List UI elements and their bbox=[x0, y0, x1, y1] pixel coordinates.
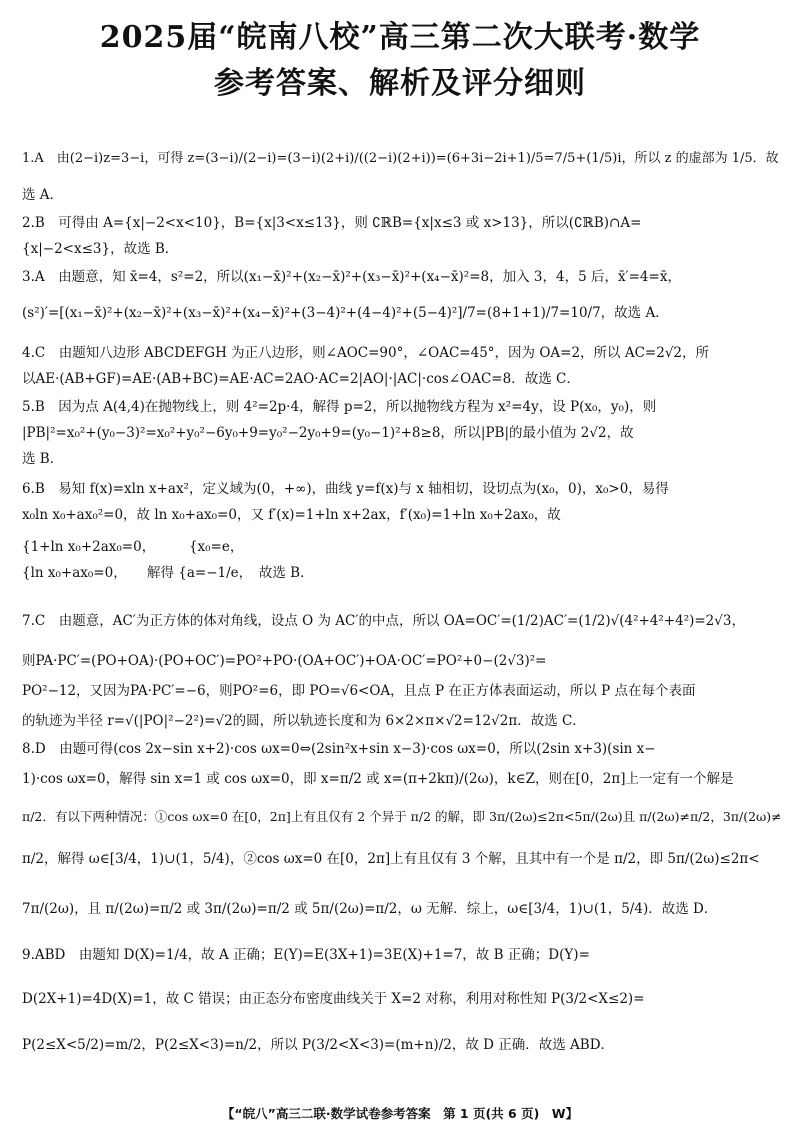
solution-line: 4.C 由题知八边形 ABCDEFGH 为正八边形，则∠AOC=90°，∠OAC=45°，因为 OA=2，所以 AC=2√2，所 bbox=[22, 345, 710, 361]
solution-line: 5.B 因为点 A(4,4)在抛物线上，则 4²=2p·4，解得 p=2，所以抛物线方程为 x²=4y，设 P(x₀，y₀)，则 bbox=[22, 399, 657, 415]
solution-line: 以AE·(AB+GF)=AE·(AB+BC)=AE·AC=2AO·AC=2|AO|·|AC|·cos∠OAC=8．故选 C． bbox=[22, 371, 580, 387]
solution-line: π/2，解得 ω∈[3/4，1)∪(1，5/4)，②cos ωx=0 在[0，2π]上有且仅有 3 个解，且其中有一个是 π/2，即 5π/(2ω)≤2π< bbox=[22, 851, 760, 867]
solution-line: {x|−2<x≤3}，故选 B． bbox=[22, 241, 179, 257]
solution-line: D(2X+1)=4D(X)=1，故 C 错误；由正态分布密度曲线关于 X=2 对称，利用对称性知 P(3/2<X≤2)= bbox=[22, 991, 645, 1007]
solution-line: |PB|²=x₀²+(y₀−3)²=x₀²+y₀²−6y₀+9=y₀²−2y₀+9=(y₀−1)²+8≥8，所以|PB|的最小值为 2√2，故 bbox=[22, 425, 634, 441]
solution-line: 1)·cos ωx=0，解得 sin x=1 或 cos ωx=0，即 x=π/2 或 x=(π+2kπ)/(2ω)，k∈Z，则在[0，2π]上一定有一个解是 bbox=[22, 771, 734, 787]
solution-line: 8.D 由题可得(cos 2x−sin x+2)·cos ωx=0⇔(2sin²x+sin x−3)·cos ωx=0，所以(2sin x+3)(sin x− bbox=[22, 741, 656, 757]
page-footer: 【“皖八”高三二联·数学试卷参考答案 第 1 页(共 6 页) W】 bbox=[221, 1106, 579, 1121]
solution-line: {ln x₀+ax₀=0， 解得 {a=−1/e， 故选 B． bbox=[22, 565, 314, 581]
solution-line: (s²)′=[(x₁−x̄)²+(x₂−x̄)²+(x₃−x̄)²+(x₄−x̄)²+(3−4)²+(4−4)²+(5−4)²]/7=(8+1+1)/7=10/7，故选 A． bbox=[22, 305, 669, 321]
solution-line: x₀ln x₀+ax₀²=0，故 ln x₀+ax₀=0，又 f′(x)=1+ln x+2ax，f′(x₀)=1+ln x₀+2ax₀，故 bbox=[22, 507, 561, 523]
solution-line: 1.A 由(2−i)z=3−i，可得 z=(3−i)/(2−i)=(3−i)(2+i)/((2−i)(2+i))=(6+3i−2i+1)/5=7/5+(1/5)i，所以 z 的虚部为 1/5．故 bbox=[22, 151, 779, 166]
page-title: 2025届“皖南八校”高三第二次大联考·数学 bbox=[99, 20, 701, 55]
solution-line: 7π/(2ω)，且 π/(2ω)=π/2 或 3π/(2ω)=π/2 或 5π/(2ω)=π/2，ω 无解．综上，ω∈[3/4，1)∪(1，5/4)．故选 D． bbox=[22, 901, 718, 917]
solution-line: 则PA·PC′=(PO+OA)·(PO+OC′)=PO²+PO·(OA+OC′)+OA·OC′=PO²+0−(2√3)²= bbox=[22, 653, 547, 669]
solution-line: 6.B 易知 f(x)=xln x+ax²，定义域为(0，+∞)，曲线 y=f(x)与 x 轴相切，设切点为(x₀，0)，x₀>0，易得 bbox=[22, 481, 669, 497]
solution-line: {1+ln x₀+2ax₀=0， {x₀=e， bbox=[22, 539, 244, 555]
solution-line: P(2≤X<5/2)=m/2，P(2≤X<3)=n/2，所以 P(3/2<X<3)=(m+n)/2，故 D 正确．故选 ABD． bbox=[22, 1037, 615, 1053]
solution-line: 选 A． bbox=[22, 187, 64, 203]
solution-line: 2.B 可得由 A={x|−2<x<10}，B={x|3<x≤13}，则 ∁ℝB={x|x≤3 或 x>13}，所以(∁ℝB)∩A= bbox=[22, 215, 642, 231]
solution-line: π/2．有以下两种情况：①cos ωx=0 在[0，2π]上有且仅有 2 个异于 π/2 的解，即 3π/(2ω)≤2π<5π/(2ω)且 π/(2ω)≠π/2，3π/(2ω)≠ bbox=[22, 809, 782, 824]
solution-line: 7.C 由题意，AC′为正方体的体对角线，设点 O 为 AC′的中点，所以 OA=OC′=(1/2)AC′=(1/2)√(4²+4²+4²)=2√3， bbox=[22, 613, 745, 629]
solution-line: 9.ABD 由题知 D(X)=1/4，故 A 正确；E(Y)=E(3X+1)=3E(X)+1=7，故 B 正确；D(Y)= bbox=[22, 947, 590, 963]
solution-line: 3.A 由题意，知 x̄=4，s²=2，所以(x₁−x̄)²+(x₂−x̄)²+(x₃−x̄)²+(x₄−x̄)²=8，加入 3，4，5 后，x̄′=4=x̄， bbox=[22, 269, 681, 285]
solution-line: 的轨迹为半径 r=√(|PO|²−2²)=√2的圆，所以轨迹长度和为 6×2×π×√2=12√2π．故选 C． bbox=[22, 713, 586, 729]
solution-line: PO²−12，又因为PA·PC′=−6，则PO²=6，即 PO=√6<OA，且点 P 在正方体表面运动，所以 P 点在每个表面 bbox=[22, 683, 696, 699]
page-subtitle: 参考答案、解析及评分细则 bbox=[214, 66, 586, 101]
solution-line: 选 B． bbox=[22, 451, 64, 467]
